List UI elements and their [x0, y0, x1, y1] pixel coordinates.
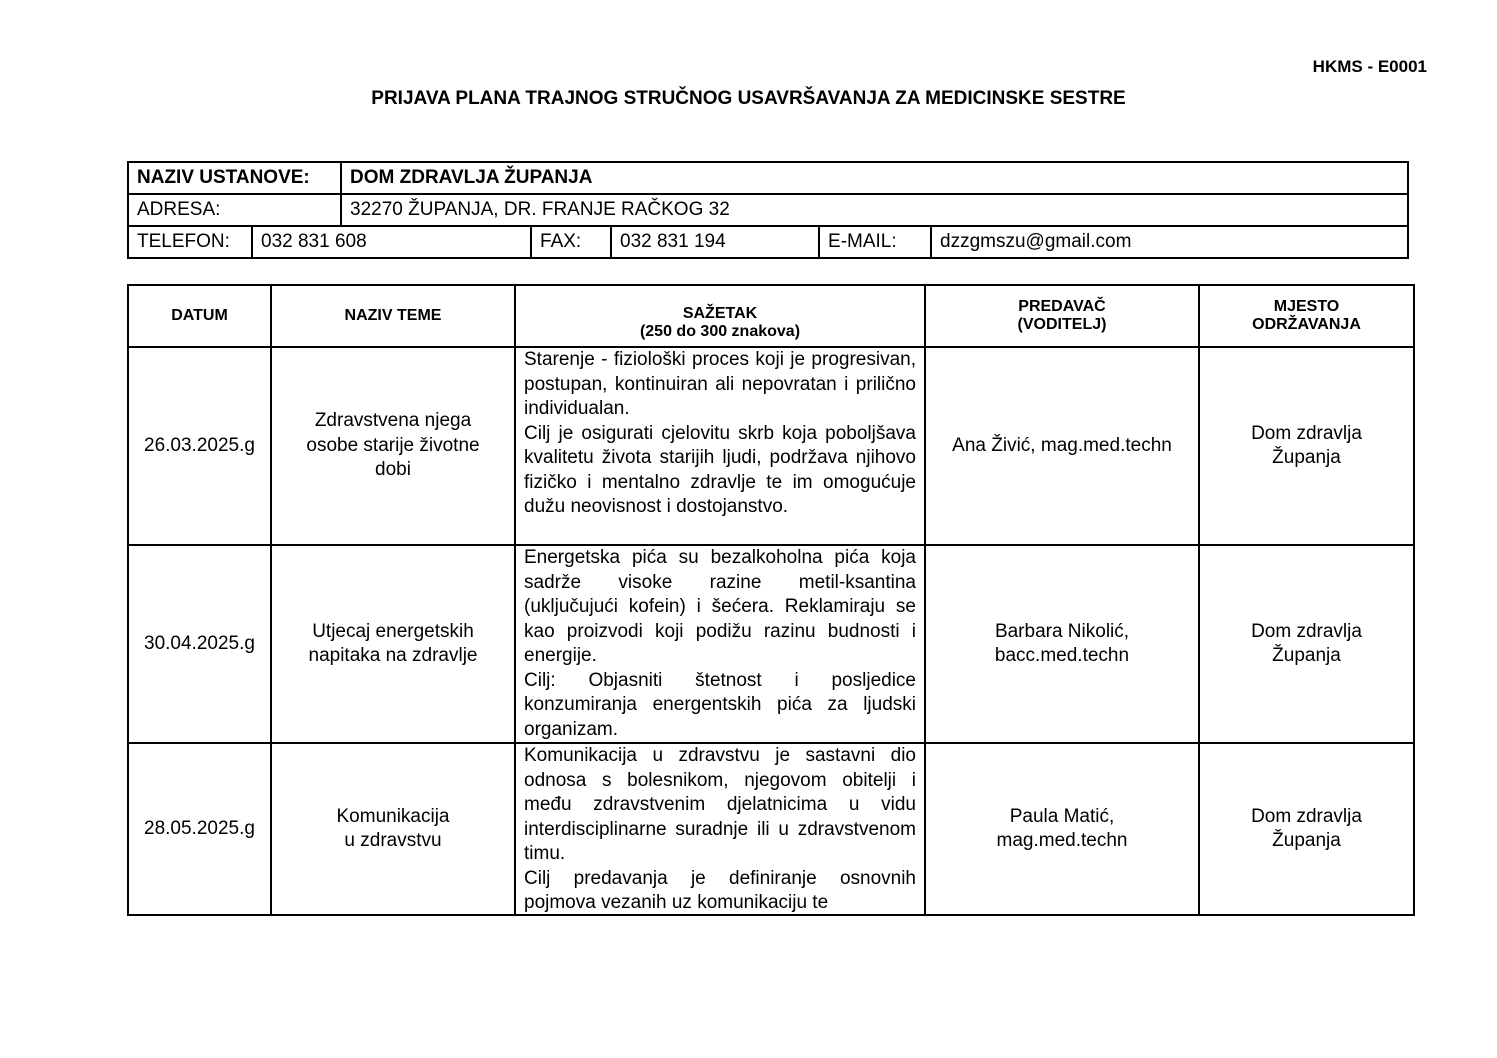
summary-clip: [524, 744, 916, 914]
header-lecturer-line1: PREDAVAČ: [1018, 298, 1106, 315]
summary-paragraph: Energetska pića su bezalkoholna pića koja sadrže visoke razine metil-ksantina (uključujući kofein) i šećera. Reklamiraju se kao proizvodi koji podižu razinu budnosti i energije.: [524, 547, 916, 666]
table-row: [128, 347, 1414, 545]
summary-paragraph: Komunikacija u zdravstvu je sastavni dio odnosa s bolesnikom, njegovom obitelji i među zdravstvenim djelatnicima u vidu interdisciplinarne suradnje ili u zdravstvenom timu.: [524, 745, 916, 864]
row-place: Dom zdravlja Županja: [1199, 545, 1414, 743]
summary-paragraph: Cilj je osigurati cjelovitu skrb koja poboljšava kvalitetu života starijih ljudi, podržava njihovo fizičko i mentalno zdravlje te im omogućuje dužu neovisnost i dostojanstvo.: [524, 422, 916, 517]
email-value: dzzgmszu@gmail.com: [931, 226, 1408, 258]
header-place-line1: MJESTO: [1273, 298, 1340, 315]
plan-header-row: [128, 285, 1414, 347]
address-label: ADRESA:: [128, 194, 341, 226]
table-row: [128, 545, 1414, 743]
row-place: Dom zdravlja Županja: [1199, 743, 1414, 915]
header-summary: [515, 285, 925, 347]
row-topic: Zdravstvena njega osobe starije životne dobi: [271, 347, 515, 545]
header-lecturer-line2: (VODITELJ): [1017, 316, 1107, 333]
row-date: 26.03.2025.g: [128, 347, 271, 545]
header-topic: NAZIV TEME: [271, 285, 515, 347]
row-summary: [515, 743, 925, 915]
institution-row: [128, 162, 1408, 194]
phone-value: 032 831 608: [252, 226, 531, 258]
address-row: [128, 194, 1408, 226]
header-summary-line1: SAŽETAK: [682, 305, 758, 322]
email-label: E-MAIL:: [819, 226, 931, 258]
document-title: PRIJAVA PLANA TRAJNOG STRUČNOG USAVRŠAVANJA ZA MEDICINSKE SESTRE: [371, 88, 1126, 109]
address-value: 32270 ŽUPANJA, DR. FRANJE RAČKOG 32: [341, 194, 1408, 226]
phone-label: TELEFON:: [128, 226, 252, 258]
row-lecturer: Barbara Nikolić, bacc.med.techn: [925, 545, 1199, 743]
row-place: Dom zdravlja Županja: [1199, 347, 1414, 545]
header-lecturer: [925, 285, 1199, 347]
institution-value: DOM ZDRAVLJA ŽUPANJA: [341, 162, 1408, 194]
summary-paragraph: Starenje - fiziološki proces koji je progresivan, postupan, kontinuiran ali nepovratan i prilično individualan.: [524, 349, 916, 419]
institution-info-table: [127, 161, 1409, 259]
row-topic: Utjecaj energetskih napitaka na zdravlje: [271, 545, 515, 743]
summary-paragraph: Cilj: Objasniti štetnost i posljedice konzumiranja energentskih pića za ljudski organizam.: [524, 669, 916, 740]
row-date: 28.05.2025.g: [128, 743, 271, 915]
row-summary: [515, 545, 925, 743]
institution-label: NAZIV USTANOVE:: [128, 162, 341, 194]
row-date: 30.04.2025.g: [128, 545, 271, 743]
row-lecturer: Paula Matić, mag.med.techn: [925, 743, 1199, 915]
summary-paragraph: Cilj predavanja je definiranje osnovnih pojmova vezanih uz komunikaciju te: [524, 867, 916, 913]
row-topic: Komunikacija u zdravstvu: [271, 743, 515, 915]
header-place-line2: ODRŽAVANJA: [1252, 316, 1361, 333]
header-date: DATUM: [128, 285, 271, 347]
header-place: [1199, 285, 1414, 347]
plan-table: [127, 284, 1415, 916]
document-code: HKMS - E0001: [1312, 57, 1427, 76]
fax-label: FAX:: [531, 226, 611, 258]
table-row: [128, 743, 1414, 915]
fax-value: 032 831 194: [611, 226, 819, 258]
header-summary-line2: (250 do 300 znakova): [639, 323, 801, 340]
contact-row: [128, 226, 1408, 258]
row-lecturer: Ana Živić, mag.med.techn: [925, 347, 1199, 545]
row-summary: [515, 347, 925, 545]
